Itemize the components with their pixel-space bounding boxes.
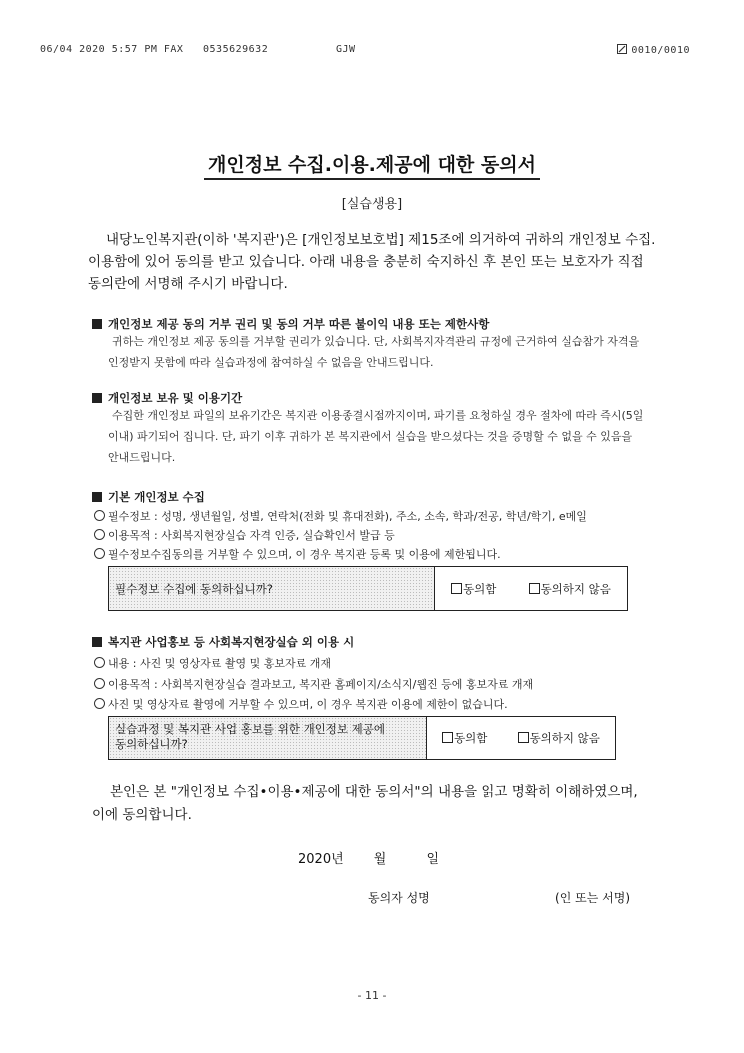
section-refusal-rights-heading: 개인정보 제공 동의 거부 권리 및 동의 거부 따른 불이익 내용 또는 제한사항 <box>92 316 489 332</box>
promotion-consent-options <box>427 717 615 759</box>
circle-bullet-icon <box>94 698 105 709</box>
date-year[interactable]: 2020년 <box>298 852 344 867</box>
agree-checkbox[interactable]: 동의함 <box>451 581 496 597</box>
section-basic-info-heading: 기본 개인정보 수집 <box>92 489 205 505</box>
checkbox-icon <box>529 583 540 594</box>
fax-header <box>40 44 690 58</box>
checkbox-icon <box>442 732 453 743</box>
section-refusal-rights-body: 귀하는 개인정보 제공 동의를 거부할 권리가 있습니다. 단, 사회복지자격관리 규정에 근거하여 실습참가 자격을 인정받지 못함에 따라 실습과정에 참여하실 수 없음을 안내드립니다. <box>108 335 640 369</box>
promotion-consent-box <box>108 716 616 760</box>
page-number: - 11 - <box>357 989 387 1002</box>
circle-bullet-icon <box>94 678 105 689</box>
date-line <box>298 848 439 867</box>
signature-hint: (인 또는 서명) <box>555 891 630 905</box>
required-info-consent-question: 필수정보 수집에 동의하십니까? <box>109 567 435 610</box>
intro-paragraph: 내당노인복지관(이하 '복지관')은 [개인정보보호법] 제15조에 의거하여 귀하의 개인정보 수집.이용함에 있어 동의를 받고 있습니다. 아래 내용을 충분히 숙지하신 후 본인 또는 보호자가 직접 동의란에 서명해 주시기 바랍니다. <box>88 232 656 292</box>
section-promotion-heading: 복지관 사업홍보 등 사회복지현장실습 외 이용 시 <box>92 634 354 650</box>
document-title: 개인정보 수집.이용.제공에 대한 동의서 <box>0 150 744 177</box>
date-month[interactable]: 월 <box>373 852 387 867</box>
promotion-consent-question: 실습과정 및 복지관 사업 홍보를 위한 개인정보 제공에 동의하십니까? <box>109 717 427 759</box>
square-bullet-icon <box>92 637 102 647</box>
disagree-checkbox[interactable]: 동의하지 않음 <box>518 730 600 746</box>
square-bullet-icon <box>92 492 102 502</box>
circle-bullet-icon <box>94 548 105 559</box>
square-bullet-icon <box>92 319 102 329</box>
consent-statement: 본인은 본 "개인정보 수집•이용•제공에 대한 동의서"의 내용을 읽고 명확히 이해하였으며, 이에 동의합니다. <box>92 784 638 823</box>
square-bullet-icon <box>92 393 102 403</box>
fax-icon <box>617 44 627 54</box>
checkbox-icon <box>518 732 529 743</box>
section-retention-heading: 개인정보 보유 및 이용기간 <box>92 390 242 406</box>
promotion-bullet: 사진 및 영상자료 촬영에 거부할 수 있으며, 이 경우 복지관 이용에 제한이 없습니다. <box>94 696 508 712</box>
signature-line <box>368 889 630 906</box>
required-info-consent-options <box>435 567 627 610</box>
fax-date-time: 06/04 2020 5:57 PM FAX 0535629632 <box>40 44 269 55</box>
fax-sender: GJW <box>336 44 356 55</box>
basic-info-bullet: 필수정보 : 성명, 생년월일, 성별, 연락처(전화 및 휴대전화), 주소, 소속, 학과/전공, 학년/학기, e메일 <box>94 508 587 524</box>
required-info-consent-box <box>108 566 628 611</box>
basic-info-bullet: 이용목적 : 사회복지현장실습 자격 인증, 실습확인서 발급 등 <box>94 527 395 543</box>
promotion-bullet: 내용 : 사진 및 영상자료 촬영 및 홍보자료 개재 <box>94 655 331 671</box>
basic-info-bullet: 필수정보수집동의를 거부할 수 있으며, 이 경우 복지관 등록 및 이용에 제한됩니다. <box>94 546 501 562</box>
agree-checkbox[interactable]: 동의함 <box>442 730 487 746</box>
circle-bullet-icon <box>94 510 105 521</box>
document-subtitle: [실습생용] <box>341 197 403 212</box>
circle-bullet-icon <box>94 657 105 668</box>
section-retention-body: 수집한 개인정보 파일의 보유기간은 복지관 이용종결시점까지이며, 파기를 요청하실 경우 절차에 따라 즉시(5일 이내) 파기되어 집니다. 단, 파기 이후 귀하가 본 복지관에서 실습을 받으셨다는 것을 증명할 수 없을 수 있음을 안내드립니다. <box>108 409 644 464</box>
promotion-bullet: 이용목적 : 사회복지현장실습 결과보고, 복지관 홈페이지/소식지/웹진 등에 홍보자료 개재 <box>94 676 533 692</box>
disagree-checkbox[interactable]: 동의하지 않음 <box>529 581 611 597</box>
fax-page-info: 0010/0010 <box>617 44 690 56</box>
checkbox-icon <box>451 583 462 594</box>
date-day[interactable]: 일 <box>426 852 440 867</box>
signature-label[interactable]: 동의자 성명 <box>368 891 430 905</box>
circle-bullet-icon <box>94 529 105 540</box>
